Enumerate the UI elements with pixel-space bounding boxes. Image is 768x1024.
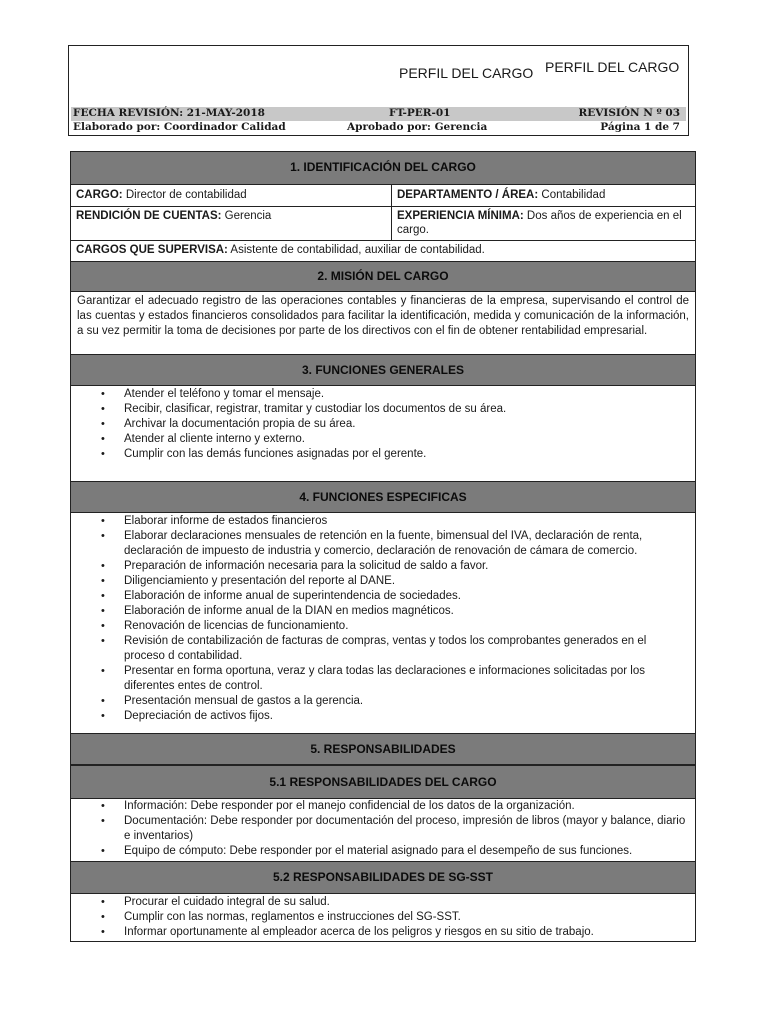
list-item: • Elaborar declaraciones mensuales de retención en la fuente, bimensual del IVA, declaración de renta, declaración de impuesto de industria y comercio, declaración de renovación de cámara de comercio. xyxy=(71,529,695,559)
section-specific-functions-title: 4. FUNCIONES ESPECIFICAS xyxy=(71,481,695,513)
list-item: • Cumplir con las normas, reglamentos e instrucciones del SG-SST. xyxy=(71,910,695,925)
specific-functions-list xyxy=(71,514,695,724)
list-item: • Informar oportunamente al empleador acerca de los peligros y riesgos en su sitio de trabajo. xyxy=(71,925,695,940)
mission-text: Garantizar el adecuado registro de las operaciones contables y financieras de la empresa, supervisando el control de las cuentas y estados financieros consolidados para facilitar la identificación, medida y comunicación de la información, a su vez permitir la toma de decisiones por parte de los directivos con el fin de obtener rentabilidad empresarial. xyxy=(77,295,689,337)
rendicion-label: RENDICIÓN DE CUENTAS: xyxy=(76,210,222,222)
column-divider xyxy=(391,185,392,240)
list-item: • Diligenciamiento y presentación del reporte al DANE. xyxy=(71,574,695,589)
general-functions-list xyxy=(71,387,695,462)
supervisa-label: CARGOS QUE SUPERVISA: xyxy=(76,244,228,256)
cargo-cell xyxy=(71,185,391,206)
list-item: • Documentación: Debe responder por documentación del proceso, impresión de libros (mayor y balance, diario e inventarios) xyxy=(71,814,695,844)
section-responsibilities-title: 5. RESPONSABILIDADES xyxy=(71,733,695,765)
page-number: Página 1 de 7 xyxy=(600,121,680,133)
list-item: • Atender al cliente interno y externo. xyxy=(71,432,695,447)
experiencia-cell xyxy=(392,206,695,240)
list-item: • Atender el teléfono y tomar el mensaje. xyxy=(71,387,695,402)
header-approval-row xyxy=(71,121,686,135)
revision-date: FECHA REVISIÓN: 21-MAY-2018 xyxy=(73,107,265,119)
list-item: • Renovación de licencias de funcionamiento. xyxy=(71,619,695,634)
supervisa-value: Asistente de contabilidad, auxiliar de contabilidad. xyxy=(227,244,485,256)
job-profile-table xyxy=(70,151,696,942)
list-item: • Archivar la documentación propia de su área. xyxy=(71,417,695,432)
cargo-value: Director de contabilidad xyxy=(122,189,247,201)
list-item: • Presentación mensual de gastos a la gerencia. xyxy=(71,694,695,709)
list-item: • Preparación de información necesaria para la solicitud de saldo a favor. xyxy=(71,559,695,574)
job-responsibilities-list xyxy=(71,799,695,859)
list-item: • Información: Debe responder por el manejo confidencial de los datos de la organización. xyxy=(71,799,695,814)
list-item: • Depreciación de activos fijos. xyxy=(71,709,695,724)
header-revision-row xyxy=(71,107,686,121)
supervisa-cell xyxy=(71,240,695,261)
departamento-label: DEPARTAMENTO / ÁREA: xyxy=(397,189,539,201)
list-item: • Recibir, clasificar, registrar, tramitar y custodiar los documentos de su área. xyxy=(71,402,695,417)
document-header xyxy=(68,45,689,136)
departamento-cell xyxy=(392,185,695,206)
list-item: • Elaboración de informe anual de superintendencia de sociedades. xyxy=(71,589,695,604)
list-item: • Elaborar informe de estados financieros xyxy=(71,514,695,529)
experiencia-value: Dos años de experiencia en el cargo. xyxy=(397,210,682,236)
list-item: • Elaboración de informe anual de la DIAN en medios magnéticos. xyxy=(71,604,695,619)
revision-number: REVISIÓN N º 03 xyxy=(578,107,680,119)
sst-responsibilities-list xyxy=(71,895,695,940)
prepared-by: Elaborado por: Coordinador Calidad xyxy=(73,121,286,133)
section-sst-responsibilities-title: 5.2 RESPONSABILIDADES DE SG-SST xyxy=(71,861,695,894)
section-identification-title: 1. IDENTIFICACIÓN DEL CARGO xyxy=(71,152,695,185)
list-item: • Cumplir con las demás funciones asignadas por el gerente. xyxy=(71,447,695,462)
section-mission-title: 2. MISIÓN DEL CARGO xyxy=(71,261,695,292)
header-title: PERFIL DEL CARGO xyxy=(399,65,534,81)
departamento-value: Contabilidad xyxy=(538,189,606,201)
experiencia-label: EXPERIENCIA MÍNIMA: xyxy=(397,210,524,222)
section-general-functions-title: 3. FUNCIONES GENERALES xyxy=(71,354,695,386)
section-job-responsibilities-title: 5.1 RESPONSABILIDADES DEL CARGO xyxy=(71,765,695,799)
list-item: • Procurar el cuidado integral de su salud. xyxy=(71,895,695,910)
header-title-overlap: PERFIL DEL CARGO xyxy=(545,59,680,75)
cargo-label: CARGO: xyxy=(76,189,123,201)
rendicion-value: Gerencia xyxy=(221,210,272,222)
rendicion-cell xyxy=(71,206,391,240)
document-code: FT-PER-01 xyxy=(389,107,451,119)
list-item: • Equipo de cómputo: Debe responder por el material asignado para el desempeño de sus funciones. xyxy=(71,844,695,859)
list-item: • Presentar en forma oportuna, veraz y clara todas las declaraciones e informaciones solicitadas por los diferentes entes de control. xyxy=(71,664,695,694)
approved-by: Aprobado por: Gerencia xyxy=(347,121,488,133)
list-item: • Revisión de contabilización de facturas de compras, ventas y todos los comprobantes generados en el proceso d contabilidad. xyxy=(71,634,695,664)
